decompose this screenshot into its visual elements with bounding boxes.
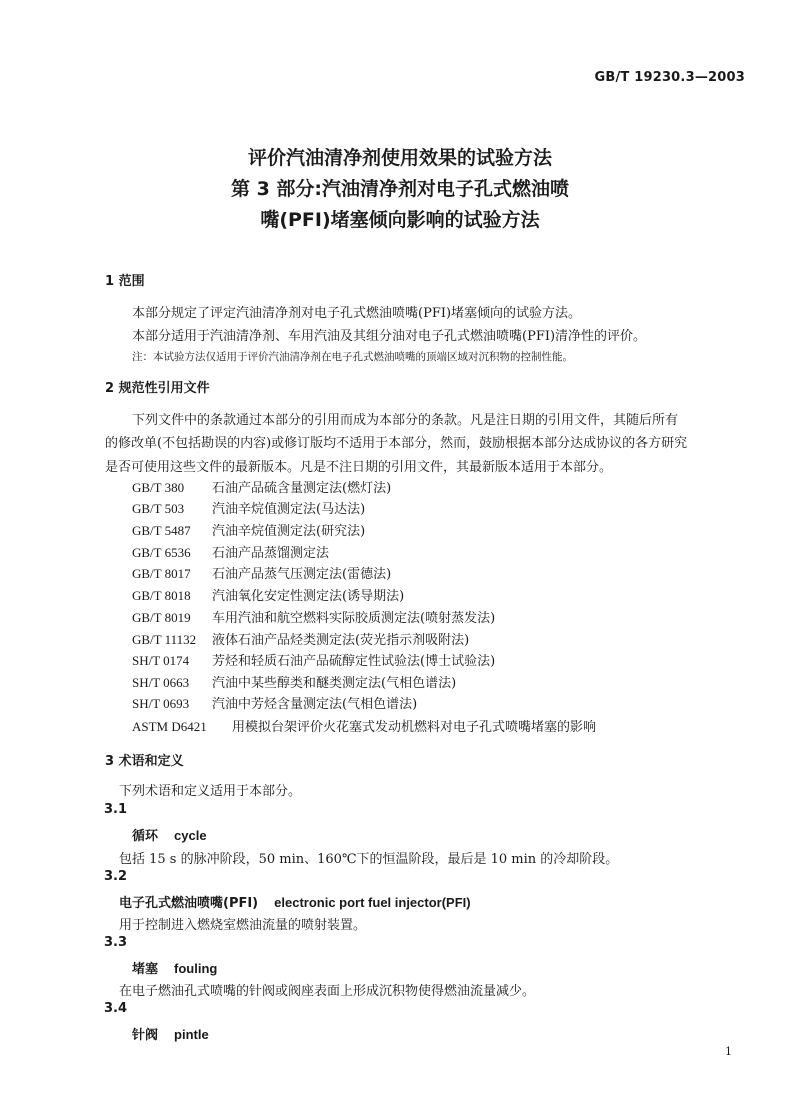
reference-title: 汽油中某些醇类和醚类测定法(气相色谱法) bbox=[212, 676, 457, 691]
reference-title: 芳烃和轻质石油产品硫醇定性试验法(博士试验法) bbox=[212, 654, 496, 669]
reference-item bbox=[132, 693, 417, 712]
standard-code: GB/T 19230.3—2003 bbox=[594, 70, 745, 85]
term-heading bbox=[132, 825, 207, 844]
term-chinese: 电子孔式燃油喷嘴(PFI) bbox=[119, 896, 259, 911]
reference-item bbox=[132, 672, 456, 691]
section-3-intro: 下列术语和定义适用于本部分。 bbox=[119, 784, 302, 799]
reference-title: 用模拟台架评价火花塞式发动机燃料对电子孔式喷嘴堵塞的影响 bbox=[232, 720, 597, 735]
reference-item bbox=[132, 520, 365, 539]
term-english: electronic port fuel injector(PFI) bbox=[274, 895, 471, 910]
section-3-heading: 3 术语和定义 bbox=[105, 754, 184, 769]
reference-item bbox=[132, 629, 469, 648]
reference-item bbox=[132, 585, 404, 604]
reference-code: SH/T 0174 bbox=[132, 653, 190, 668]
term-number: 3.1 bbox=[104, 802, 128, 817]
reference-code: GB/T 6536 bbox=[132, 545, 191, 560]
reference-item bbox=[132, 477, 391, 496]
reference-code: SH/T 0693 bbox=[132, 696, 190, 711]
document-title bbox=[0, 143, 800, 236]
term-chinese: 循环 bbox=[132, 829, 159, 844]
term-english: cycle bbox=[174, 828, 207, 843]
reference-code: GB/T 8019 bbox=[132, 610, 191, 625]
reference-title: 液体石油产品烃类测定法(荧光指示剂吸附法) bbox=[212, 633, 470, 648]
section-2-paragraph-line-2: 的修改单(不包括勘误的内容)或修订版均不适用于本部分，然而，鼓励根据本部分达成协议的各方研究 bbox=[105, 436, 688, 451]
term-definition: 用于控制进入燃烧室燃油流量的喷射装置。 bbox=[119, 918, 367, 933]
section-1-paragraph-1: 本部分规定了评定汽油清净剂对电子孔式燃油喷嘴(PFI)堵塞倾向的试验方法。 bbox=[132, 306, 582, 321]
reference-item bbox=[132, 716, 596, 735]
section-1-note: 注：本试验方法仅适用于评价汽油清净剂在电子孔式燃油喷嘴的顶端区域对沉积物的控制性能。 bbox=[132, 351, 573, 363]
reference-title: 汽油氧化安定性测定法(诱导期法) bbox=[212, 589, 405, 604]
reference-code: SH/T 0663 bbox=[132, 675, 190, 690]
reference-code: GB/T 11132 bbox=[132, 632, 197, 647]
reference-item bbox=[132, 498, 365, 517]
section-2-paragraph-line-3: 是否可使用这些文件的最新版本。凡是不注日期的引用文件，其最新版本适用于本部分。 bbox=[105, 460, 613, 475]
page-number: 1 bbox=[725, 1045, 732, 1058]
section-1-paragraph-2: 本部分适用于汽油清净剂、车用汽油及其组分油对电子孔式燃油喷嘴(PFI)清净性的评价。 bbox=[132, 329, 647, 344]
section-2-paragraph-line-1: 下列文件中的条款通过本部分的引用而成为本部分的条款。凡是注日期的引用文件，其随后所有 bbox=[132, 413, 679, 428]
term-number: 3.3 bbox=[104, 935, 128, 950]
term-heading bbox=[132, 1024, 209, 1043]
reference-code: GB/T 8018 bbox=[132, 588, 191, 603]
reference-item bbox=[132, 542, 329, 561]
term-heading bbox=[119, 892, 471, 911]
reference-title: 汽油辛烷值测定法(马达法) bbox=[212, 502, 366, 517]
term-number: 3.4 bbox=[104, 1001, 128, 1016]
reference-title: 石油产品蒸馏测定法 bbox=[212, 546, 330, 561]
reference-code: GB/T 5487 bbox=[132, 523, 191, 538]
term-definition: 包括 15 s 的脉冲阶段，50 min、160℃下的恒温阶段，最后是 10 min 的冷却阶段。 bbox=[119, 852, 619, 867]
reference-title: 汽油辛烷值测定法(研究法) bbox=[212, 524, 366, 539]
reference-title: 汽油中芳烃含量测定法(气相色谱法) bbox=[212, 697, 418, 712]
reference-code: GB/T 8017 bbox=[132, 566, 191, 581]
reference-item bbox=[132, 563, 391, 582]
title-line-2: 第 3 部分:汽油清净剂对电子孔式燃油喷 bbox=[230, 178, 570, 200]
term-definition: 在电子燃油孔式喷嘴的针阀或阀座表面上形成沉积物使得燃油流量减少。 bbox=[119, 984, 536, 999]
term-chinese: 针阀 bbox=[132, 1028, 159, 1043]
section-1-heading: 1 范围 bbox=[105, 274, 145, 289]
reference-code: GB/T 380 bbox=[132, 480, 185, 495]
reference-title: 车用汽油和航空燃料实际胶质测定法(喷射蒸发法) bbox=[212, 611, 496, 626]
section-2-heading: 2 规范性引用文件 bbox=[105, 381, 210, 396]
term-heading bbox=[132, 958, 217, 977]
title-line-3: 嘴(PFI)堵塞倾向影响的试验方法 bbox=[260, 209, 540, 231]
reference-code: GB/T 503 bbox=[132, 501, 185, 516]
term-english: fouling bbox=[174, 961, 218, 976]
reference-item bbox=[132, 650, 495, 669]
reference-item bbox=[132, 607, 495, 626]
reference-code: ASTM D6421 bbox=[132, 719, 207, 734]
term-number: 3.2 bbox=[104, 869, 128, 884]
title-line-1: 评价汽油清净剂使用效果的试验方法 bbox=[247, 147, 552, 169]
reference-title: 石油产品蒸气压测定法(雷德法) bbox=[212, 567, 392, 582]
term-english: pintle bbox=[174, 1027, 209, 1042]
reference-title: 石油产品硫含量测定法(燃灯法) bbox=[212, 481, 392, 496]
term-chinese: 堵塞 bbox=[132, 962, 159, 977]
